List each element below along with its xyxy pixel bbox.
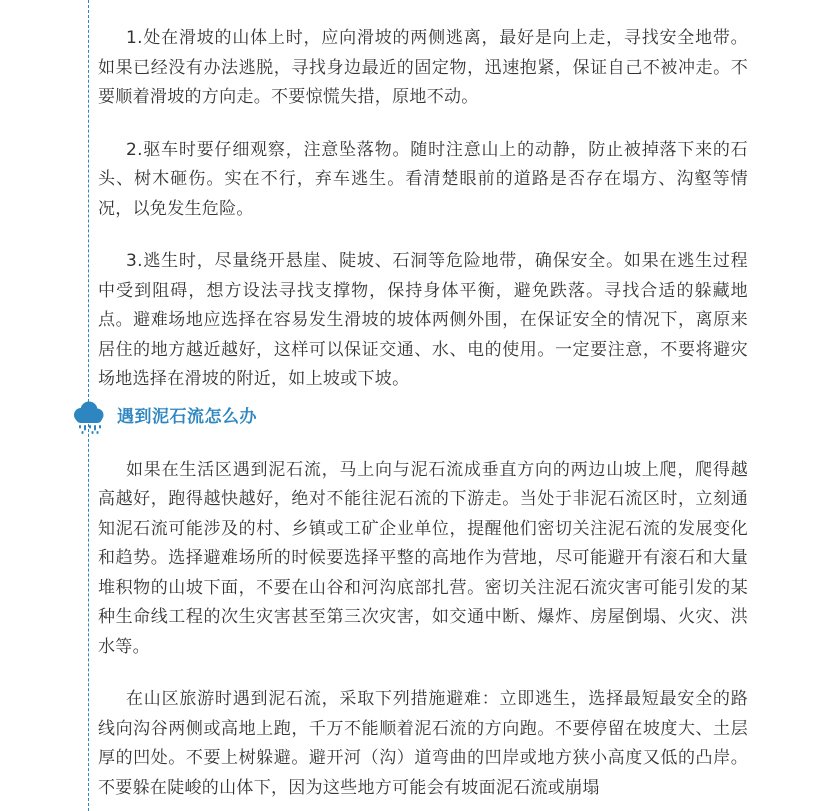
article-content <box>98 24 748 803</box>
debris-flow-paragraph-2: 在山区旅游时遇到泥石流，采取下列措施避难：立即逃生，选择最短最安全的路线向沟谷两侧或高地上跑，千万不能顺着泥石流的方向跑。不要停留在坡度大、土层厚的凹处。不要上树躲避。避开河（沟）道弯曲的凹岸或地方狭小高度又低的凸岸。不要躲在陡峻的山体下，因为这些地方可能会有坡面泥石流或崩塌 <box>98 689 748 798</box>
landslide-tip-1: 1.处在滑坡的山体上时，应向滑坡的两侧逃离，最好是向上走，寻找安全地带。如果已经没有办法逃脱，寻找身边最近的固定物，迅速抱紧，保证自己不被冲走。不要顺着滑坡的方向走。不要惊慌失措，原地不动。 <box>98 28 748 107</box>
landslide-tip-2: 2.驱车时要仔细观察，注意坠落物。随时注意山上的动静，防止被掉落下来的石头、树木砸伤。实在不行，弃车逃生。看清楚眼前的道路是否存在塌方、沟壑等情况，以免发生危险。 <box>98 139 748 219</box>
section-title: 遇到泥石流怎么办 <box>117 406 257 427</box>
debris-flow-paragraph-1: 如果在生活区遇到泥石流，马上向与泥石流成垂直方向的两边山坡上爬，爬得越高越好，跑得越快越好，绝对不能往泥石流的下游走。当处于非泥石流区时，立刻通知泥石流可能涉及的村、乡镇或工矿企业单位，提醒他们密切关注泥石流的发展变化和趋势。选择避难场所的时候要选择平整的高地作为营地，尽可能避开有滚石和大量堆积物的山坡下面，不要在山谷和河沟底部扎营。密切关注泥石流灾害可能引发的某种生命线工程的次生灾害甚至第三次灾害，如交通中断、爆炸、房屋倒塌、火灾、洪水等。 <box>98 459 748 657</box>
rain-cloud-icon <box>70 400 106 436</box>
section-heading <box>98 400 748 452</box>
landslide-tip-3: 3.逃生时，尽量绕开悬崖、陡坡、石洞等危险地带，确保安全。如果在逃生过程中受到阻碍，想方设法寻找支撑物，保持身体平衡，避免跌落。寻找合适的躲藏地点。避难场地应选择在容易发生滑坡的坡体两侧外围，在保证安全的情况下，离原来居住的地方越近越好，这样可以保证交通、水、电的使用。一定要注意，不要将避灾场地选择在滑坡的附近，如上坡或下坡。 <box>98 251 748 389</box>
